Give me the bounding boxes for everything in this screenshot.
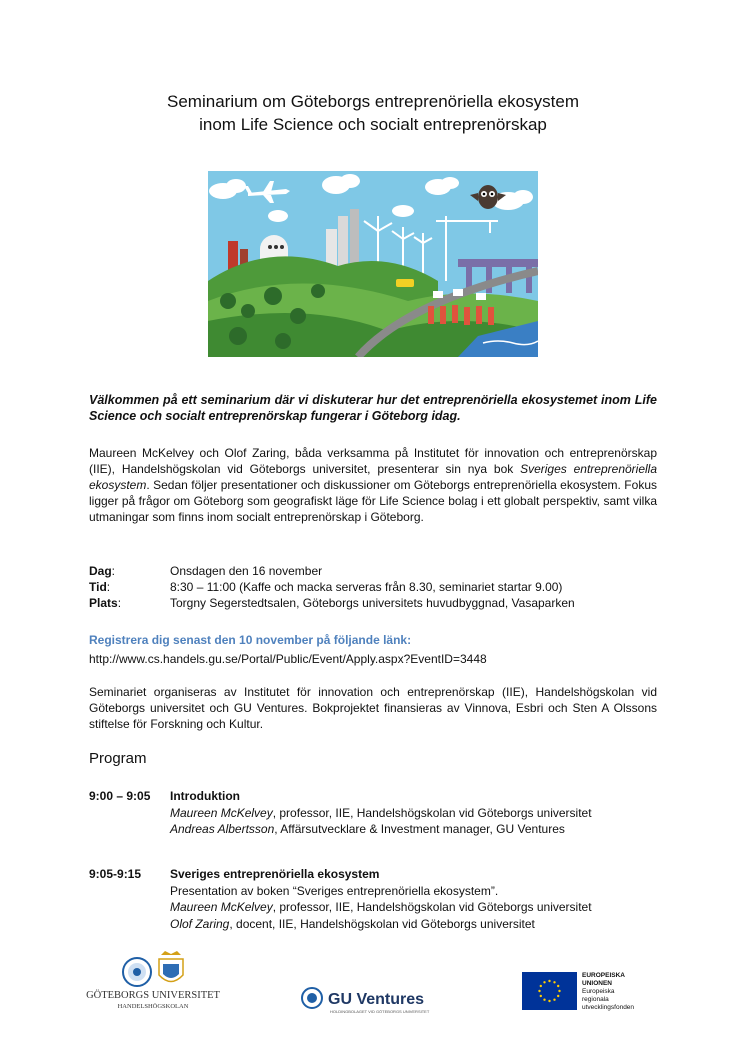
title-line-2: inom Life Science och socialt entreprenörskap: [199, 115, 547, 134]
session-time: 9:00 – 9:05: [89, 789, 151, 803]
gu-seal-icon: [123, 958, 151, 986]
speaker-role: , professor, IIE, Handelshögskolan vid Göteborgs universitet: [272, 900, 592, 914]
eu-flag-icon: [522, 972, 577, 1010]
page-title: [0, 90, 746, 136]
session-title: Introduktion: [170, 789, 240, 803]
session-description: Presentation av boken “Sveriges entreprenöriella ekosystem”.: [170, 883, 499, 898]
event-details: [89, 563, 657, 611]
detail-row-place: [89, 595, 657, 611]
detail-sep: :: [106, 580, 111, 594]
register-heading: Registrera dig senast den 10 november på följande länk:: [89, 633, 412, 647]
program-session: [89, 788, 689, 838]
program-heading: Program: [89, 750, 147, 767]
detail-value: Onsdagen den 16 november: [170, 564, 323, 578]
gu-logo-line1: GÖTEBORGS UNIVERSITET: [86, 990, 220, 1001]
detail-row-time: [89, 579, 657, 595]
body-part-1: Maureen McKelvey och Olof Zaring, båda verksamma på Institutet för innovation och entreprenörskap (IIE), Handelshögskolan vid Göteborgs universitet, presenterar sin nya bok: [89, 446, 657, 476]
session-time: 9:05-9:15: [89, 867, 142, 881]
eu-line2: UNIONEN: [582, 980, 612, 987]
city-landscape-illustration: [208, 171, 538, 357]
detail-row-day: [89, 563, 657, 579]
detail-value: 8:30 – 11:00 (Kaffe och macka serveras från 8.30, seminariet startar 9.00): [170, 580, 563, 594]
gu-ventures-name: GU Ventures: [328, 991, 425, 1008]
detail-label: Tid: [89, 580, 107, 594]
gu-crest-icon: [159, 951, 183, 982]
speaker-name: Olof Zaring: [170, 916, 230, 931]
body-part-2: . Sedan följer presentationer och diskussioner om Göteborgs entreprenöriella ekosystem. Fokus ligger på frågor om Göteborg som geografiskt läge för Life Science bolag i ett globalt perspektiv, samt vilka utmaningar som finns inom socialt entreprenörskap i Göteborg.: [89, 478, 657, 524]
organizers-text: Seminariet organiseras av Institutet för innovation och entreprenörskap (IIE), Handelshögskolan vid Göteborgs universitet och GU Ventures. Bokprojektet finansieras av Vinnova, Esbri och Sten A Olssons stiftelse för Forskning och Kultur.: [89, 685, 657, 731]
book-title: Sveriges entreprenöriella ekosystem: [89, 462, 658, 492]
speaker-name: Andreas Albertsson: [170, 822, 275, 836]
detail-sep: :: [111, 564, 116, 578]
eu-line4: regionala: [582, 996, 609, 1003]
speaker-role: , docent, IIE, Handelshögskolan vid Göteborgs universitet: [229, 916, 535, 931]
speaker-role: , professor, IIE, Handelshögskolan vid Göteborgs universitet: [272, 805, 592, 820]
speaker-name: Maureen McKelvey: [170, 900, 273, 914]
speaker-role: , Affärsutvecklare & Investment manager, GU Ventures: [274, 822, 565, 836]
speaker-line: [170, 916, 592, 933]
detail-label: Plats: [89, 596, 118, 610]
speaker-line: [170, 805, 592, 822]
speaker-line: [170, 899, 592, 916]
speaker-line: [170, 821, 592, 838]
eu-line3: Europeiska: [582, 988, 615, 995]
eu-line1: EUROPEISKA: [582, 972, 625, 979]
intro-text: Välkommen på ett seminarium där vi diskuterar hur det entreprenöriella ekosystemet inom Life Science och socialt entreprenörskap fungerar i Göteborg idag.: [89, 393, 657, 423]
gu-ventures-emblem-icon: [302, 988, 322, 1008]
eu-line5: utvecklingsfonden: [582, 1004, 635, 1011]
detail-sep: :: [117, 596, 122, 610]
body-text: [89, 445, 657, 525]
speaker-name: Maureen McKelvey: [170, 805, 273, 820]
gu-ventures-tagline: HOLDINGBOLAGET VID GÖTEBORGS UNIVERSITET: [330, 1009, 430, 1014]
register-link[interactable]: http://www.cs.handels.gu.se/Portal/Public/Event/Apply.aspx?EventID=3448: [89, 652, 487, 666]
title-line-1: Seminarium om Göteborgs entreprenöriella ekosystem: [167, 92, 579, 111]
program-session: [89, 866, 689, 934]
gu-logo-line2: HANDELSHÖGSKOLAN: [117, 1003, 189, 1010]
session-title: Sveriges entreprenöriella ekosystem: [170, 867, 380, 881]
detail-value: Torgny Segerstedtsalen, Göteborgs universitets huvudbyggnad, Vasaparken: [170, 596, 575, 610]
detail-label: Dag: [89, 564, 112, 578]
footer-logos: [0, 950, 746, 1020]
